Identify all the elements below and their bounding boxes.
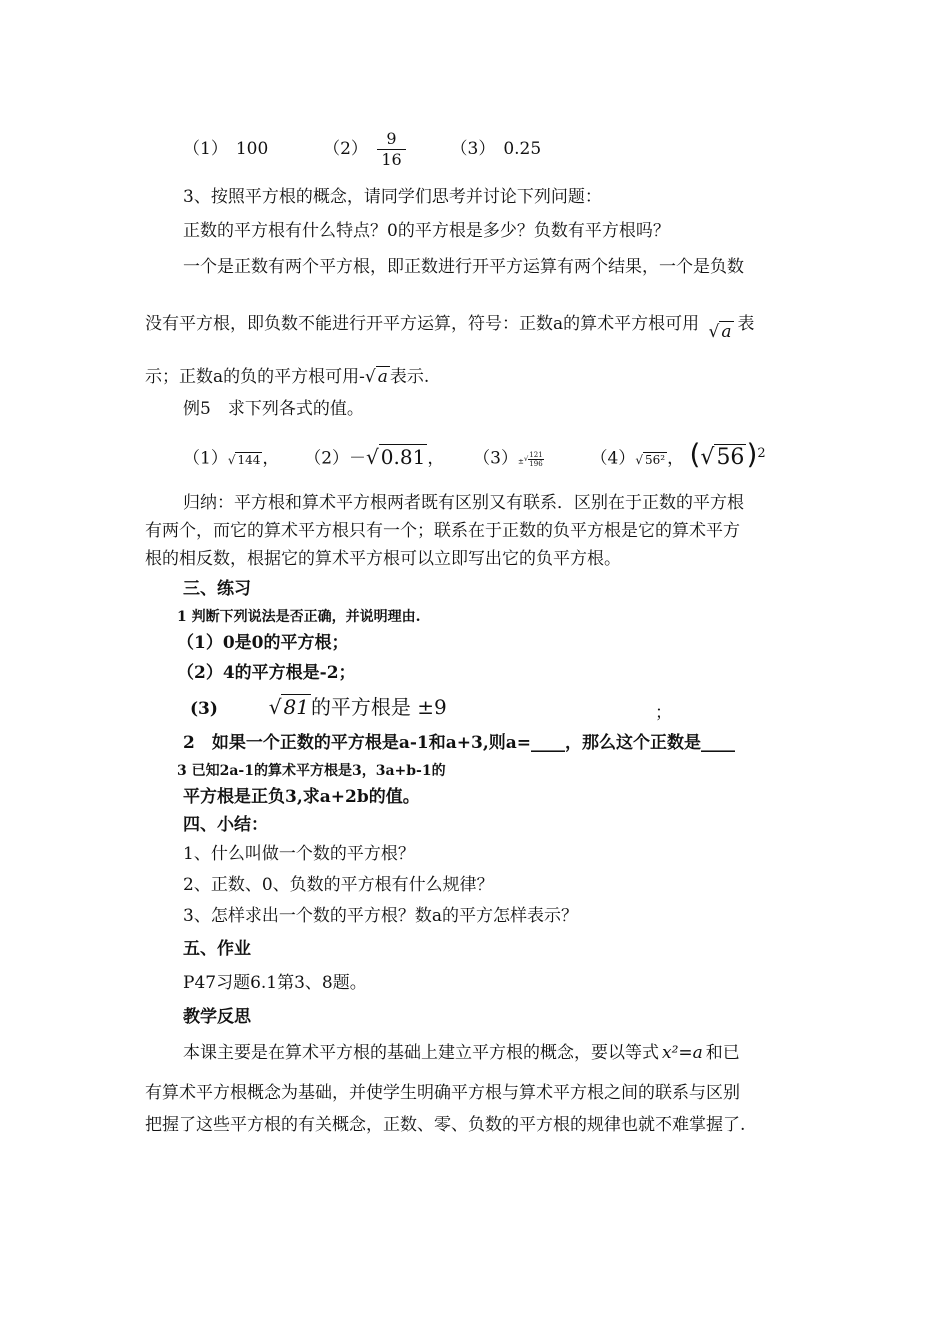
ex5-item3-sign: ±	[517, 457, 524, 466]
practice-1-c-label: (3)	[190, 699, 218, 719]
practice-2: 2 如果一个正数的平方根是a-1和a+3,则a=____，那么这个正数是____	[183, 733, 735, 753]
answer-line-3-text: 示；正数a的负的平方根可用-	[145, 367, 365, 387]
ex5-item1-radicand: 144	[237, 452, 261, 467]
section-3-title: 三、练习	[183, 579, 251, 599]
reflection-line-1	[183, 1042, 740, 1064]
homework: P47习题6.1第3、8题。	[183, 973, 367, 993]
answer-line-2-end: 表	[737, 314, 755, 334]
ex5-item3-num: 121	[529, 450, 543, 459]
sqrt-a-symbol-2: √ a	[364, 367, 388, 387]
exercise-2-label: （2）	[323, 139, 368, 159]
ex5-item4-radicand: 56²	[644, 452, 666, 467]
question-text: 正数的平方根有什么特点？0的平方根是多少？负数有平方根吗？	[183, 221, 670, 241]
ex5-item5-sqrt: √56	[700, 444, 745, 470]
reflection-equation: x²=a	[662, 1043, 703, 1063]
ex5-item5-open-paren: (	[689, 437, 701, 471]
fraction-numerator: 9	[377, 129, 405, 150]
exercise-1-label: （1）	[183, 139, 228, 159]
section-4-title: 四、小结：	[183, 815, 268, 835]
practice-1-title: 1 判断下列说法是否正确，并说明理由.	[177, 609, 421, 625]
ex5-item3-label: （3）	[473, 448, 518, 469]
exercise-2-fraction	[377, 129, 405, 170]
practice-1-c-sqrt: √ 81	[268, 695, 309, 719]
exercise-row	[183, 128, 541, 170]
fraction-denominator: 16	[381, 150, 402, 169]
ex5-item2-radicand: 0.81	[380, 444, 426, 469]
summary-line-3: 根的相反数，根据它的算术平方根可以立即写出它的负平方根。	[145, 549, 621, 569]
ex5-item2-label: （2）－	[304, 448, 367, 469]
ex5-item5-exponent: 2	[757, 446, 766, 461]
reflection-line-1-end: 和已	[705, 1043, 740, 1063]
reflection-line-3: 把握了这些平方根的有关概念，正数、零、负数的平方根的规律也就不难掌握了.	[145, 1115, 746, 1135]
ex5-item2-sep: ，	[427, 448, 445, 469]
section-5-title: 五、作业	[183, 939, 251, 959]
practice-1-c-radicand: 81	[283, 695, 309, 719]
ex5-item1-sep: ，	[262, 448, 280, 469]
review-3: 3、怎样求出一个数的平方根？数a的平方怎样表示？	[183, 906, 578, 926]
ex5-item4-sep: ，	[667, 448, 685, 469]
answer-line-2	[145, 307, 755, 349]
review-2: 2、正数、0、负数的平方根有什么规律？	[183, 875, 494, 895]
exercise-3-label: （3）	[450, 139, 496, 159]
practice-1-b: （2）4的平方根是-2；	[177, 663, 356, 683]
practice-3-a: 3 已知2a-1的算术平方根是3，3a+b-1的	[177, 763, 446, 779]
sqrt-radicand: a	[721, 322, 732, 342]
answer-line-2-text: 没有平方根，即负数不能进行开平方运算，符号：正数a的算术平方根可用	[145, 314, 700, 334]
answer-line-1: 一个是正数有两个平方根，即正数进行开平方运算有两个结果，一个是负数	[183, 257, 744, 277]
exercise-3-value: 0.25	[503, 139, 542, 159]
exercise-1-value: 100	[235, 139, 269, 159]
answer-line-3-end: 表示.	[389, 367, 430, 387]
reflection-title: 教学反思	[183, 1007, 251, 1027]
question-3: 3、按照平方根的概念，请同学们思考并讨论下列问题：	[183, 187, 602, 207]
reflection-line-2: 有算术平方根概念为基础，并使学生明确平方根与算术平方根之间的联系与区别	[145, 1083, 740, 1103]
ex5-item2-sqrt: √ 0.81	[366, 444, 426, 469]
practice-1-a: （1）0是0的平方根；	[177, 633, 349, 653]
practice-1-c-end: ；	[655, 703, 672, 723]
ex5-item5-radicand: 56	[716, 444, 745, 470]
review-1: 1、什么叫做一个数的平方根？	[183, 844, 415, 864]
summary-line-2: 有两个，而它的算术平方根只有一个；联系在于正数的负平方根是它的算术平方	[145, 521, 740, 541]
practice-1-c-text: 的平方根是 ±9	[310, 695, 447, 719]
practice-3-b: 平方根是正负3,求a+2b的值。	[183, 787, 420, 807]
ex5-item5-close-paren: )	[746, 437, 758, 471]
practice-1-c	[190, 692, 447, 724]
example-5-title: 例5 求下列各式的值。	[183, 399, 364, 419]
summary-line-1: 归纳：平方根和算术平方根两者既有区别又有联系．区别在于正数的平方根	[183, 493, 744, 513]
ex5-item1-label: （1）	[183, 448, 228, 469]
ex5-item3-den: 196	[529, 459, 543, 468]
answer-line-3	[145, 366, 429, 388]
example-5-items	[183, 436, 766, 480]
ex5-item4-sqrt: √ 56²	[635, 452, 666, 467]
ex5-item3-sqrt: √ $\frac{121}{196}$	[523, 450, 543, 468]
ex5-item1-sqrt: √ 144	[227, 452, 261, 467]
reflection-line-1-text: 本课主要是在算术平方根的基础上建立平方根的概念，要以等式	[183, 1043, 659, 1063]
ex5-item4-label: （4）	[590, 448, 636, 469]
sqrt-radicand-2: a	[377, 367, 388, 387]
sqrt-a-symbol: √ a	[708, 322, 732, 342]
